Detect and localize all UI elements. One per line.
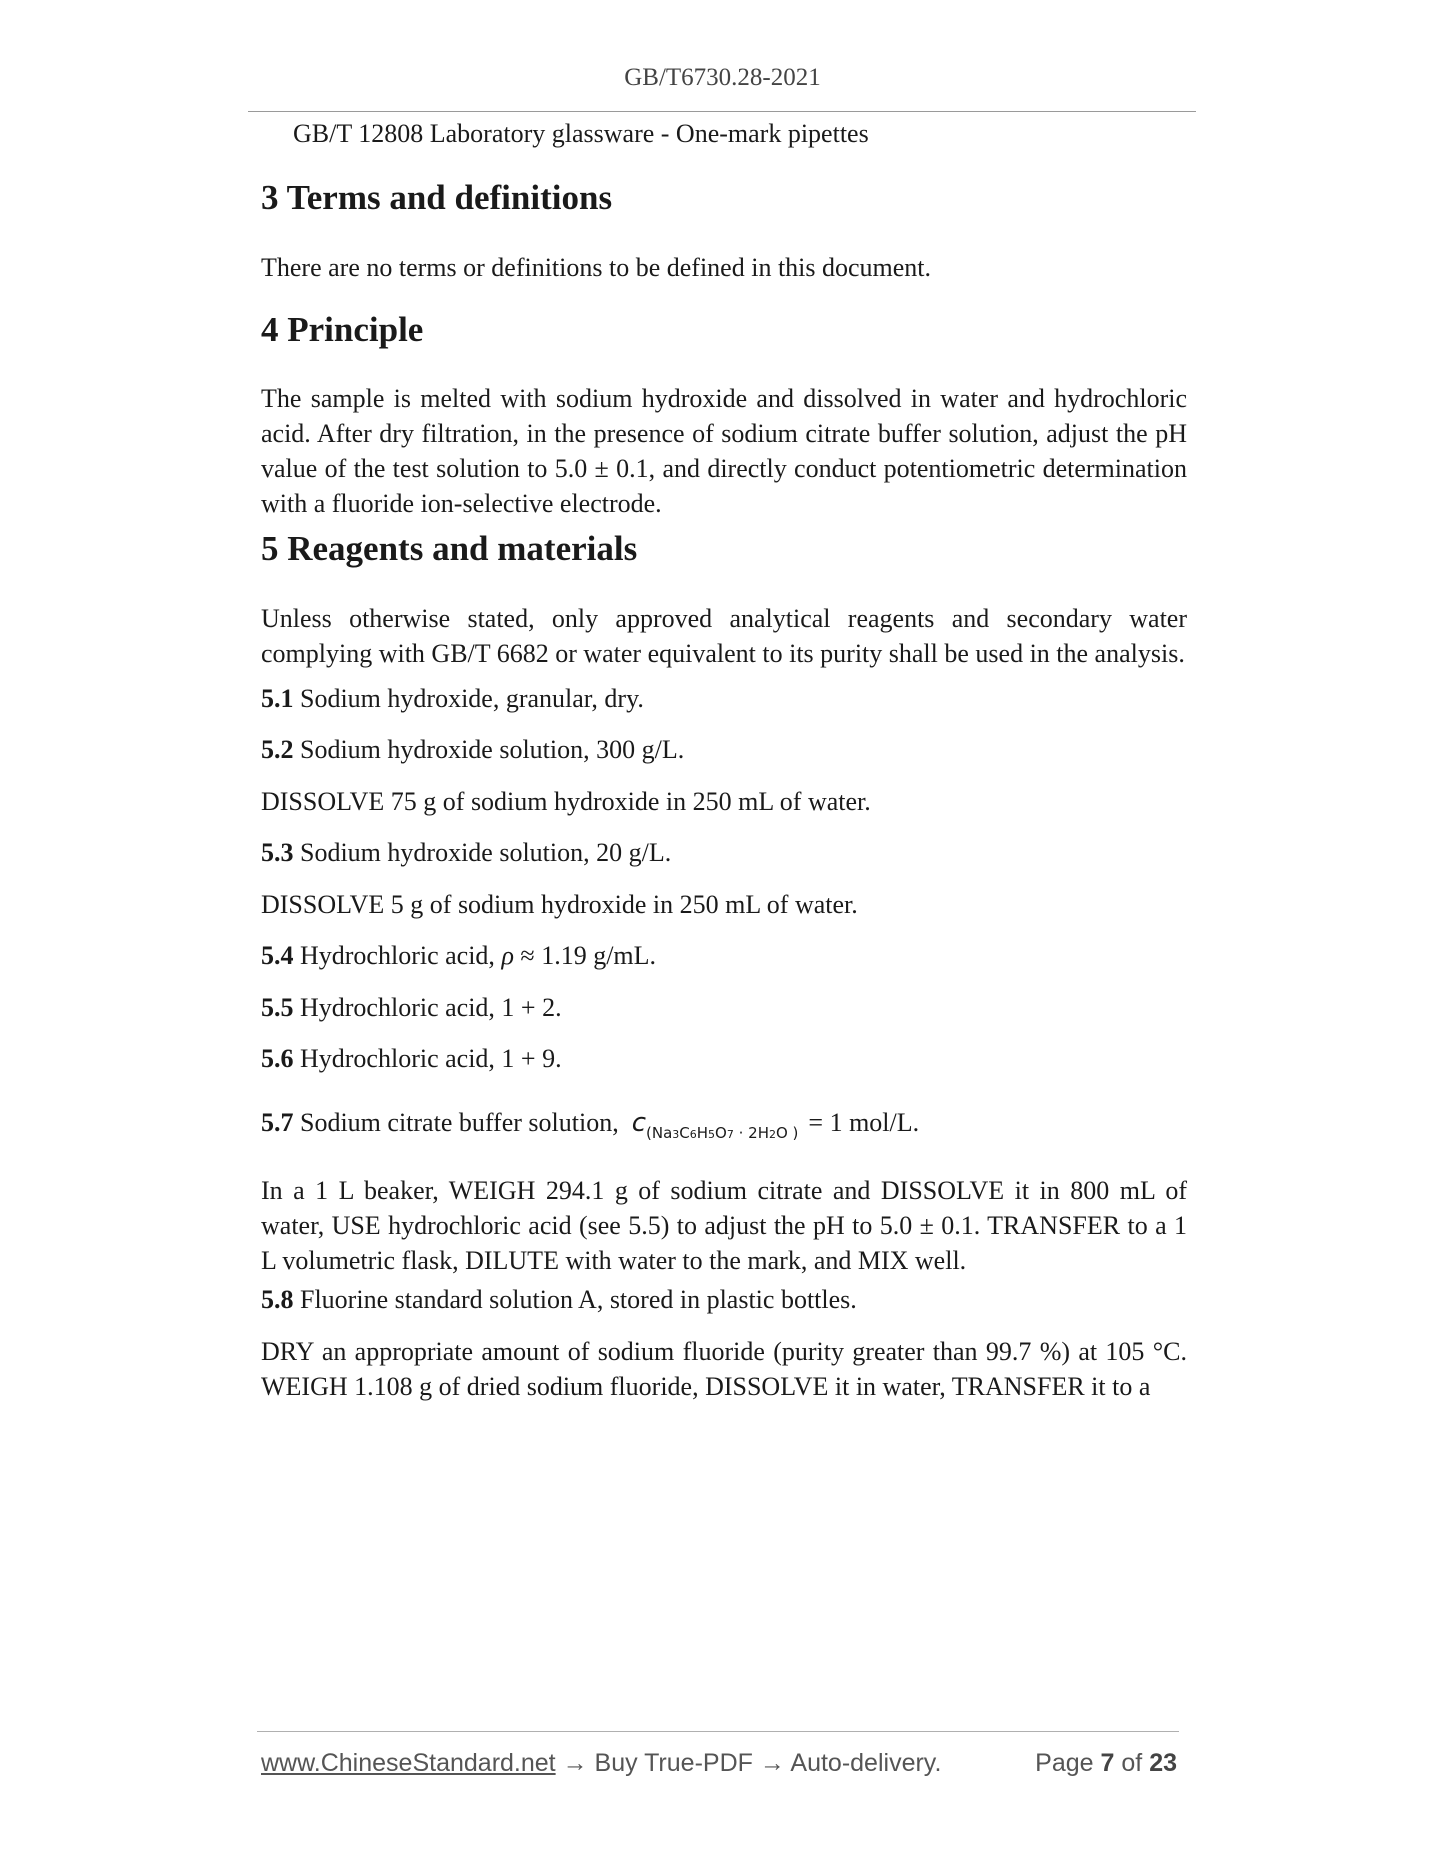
item-number: 5.7: [261, 1108, 294, 1137]
item-text: Sodium hydroxide solution, 20 g/L.: [300, 838, 672, 867]
section-4-text: The sample is melted with sodium hydroxide and dissolved in water and hydrochloric acid. After dry filtration, in the presence of sodium citrate buffer solution, adjust the pH value of the test solution to 5.0 ± 0.1, and directly conduct potentiometric determination with a fluoride ion-selective electrode.: [261, 384, 1187, 518]
item-number: 5.6: [261, 1044, 294, 1073]
concentration-formula: $c_{(Na3C6H5O7 \cdot 2H2O )}$: [631, 1108, 799, 1142]
item-text: Hydrochloric acid, 1 + 9.: [300, 1044, 562, 1073]
density-symbol: ρ: [501, 941, 514, 970]
footer-divider: [257, 1731, 1179, 1732]
item-5-4: [261, 938, 1187, 973]
section-3-text: There are no terms or definitions to be defined in this document.: [261, 253, 932, 282]
item-5-2-note: DISSOLVE 75 g of sodium hydroxide in 250 mL of water.: [261, 787, 871, 816]
item-value: ≈ 1.19 g/mL.: [520, 941, 657, 970]
concentration-value: = 1 mol/L.: [808, 1108, 920, 1137]
item-number: 5.3: [261, 838, 294, 867]
item-number: 5.4: [261, 941, 294, 970]
item-text: Sodium hydroxide, granular, dry.: [300, 684, 644, 713]
header-divider: [248, 111, 1196, 112]
normative-reference: GB/T 12808 Laboratory glassware - One-mark pipettes: [293, 119, 869, 148]
item-number: 5.5: [261, 993, 294, 1022]
page-label: Page: [1035, 1749, 1094, 1777]
item-5-5: [261, 990, 1187, 1025]
item-text: Sodium citrate buffer solution,: [300, 1108, 619, 1137]
page-current: 7: [1100, 1749, 1115, 1777]
item-5-1: [261, 681, 1187, 716]
item-text: Sodium hydroxide solution, 300 g/L.: [300, 735, 685, 764]
item-5-3-note: DISSOLVE 5 g of sodium hydroxide in 250 mL of water.: [261, 890, 858, 919]
item-5-7: [261, 1105, 1187, 1152]
footer-promo-text: → Buy True-PDF → Auto-delivery.: [555, 1749, 942, 1777]
website-link[interactable]: www.ChineseStandard.net: [261, 1749, 556, 1777]
item-text: Hydrochloric acid, 1 + 2.: [300, 993, 562, 1022]
item-number: 5.1: [261, 684, 294, 713]
page-total: 23: [1149, 1749, 1177, 1777]
section-3-heading: 3 Terms and definitions: [261, 178, 613, 217]
page-of-label: of: [1121, 1749, 1143, 1777]
section-5-intro: Unless otherwise stated, only approved analytical reagents and secondary water complying with GB/T 6682 or water equivalent to its purity shall be used in the analysis.: [261, 604, 1187, 668]
item-number: 5.2: [261, 735, 294, 764]
item-text: Hydrochloric acid,: [300, 941, 495, 970]
footer-promo: [261, 1749, 941, 1778]
item-5-8: [261, 1282, 1187, 1317]
page-indicator: [1035, 1749, 1177, 1778]
item-text: Fluorine standard solution A, stored in plastic bottles.: [300, 1285, 857, 1314]
section-5-heading: 5 Reagents and materials: [261, 529, 638, 568]
item-5-8-note: DRY an appropriate amount of sodium fluoride (purity greater than 99.7 %) at 105 °C. WEIGH 1.108 g of dried sodium fluoride, DISSOLVE it in water, TRANSFER it to a: [261, 1337, 1187, 1401]
item-5-2: [261, 732, 1187, 767]
item-5-6: [261, 1041, 1187, 1076]
running-header: GB/T6730.28-2021: [624, 64, 821, 91]
item-5-7-note: In a 1 L beaker, WEIGH 294.1 g of sodium citrate and DISSOLVE it in 800 mL of water, USE hydrochloric acid (see 5.5) to adjust the pH to 5.0 ± 0.1. TRANSFER to a 1 L volumetric flask, DILUTE with water to the mark, and MIX well.: [261, 1176, 1187, 1275]
section-4-heading: 4 Principle: [261, 310, 424, 349]
item-5-3: [261, 835, 1187, 870]
item-number: 5.8: [261, 1285, 294, 1314]
